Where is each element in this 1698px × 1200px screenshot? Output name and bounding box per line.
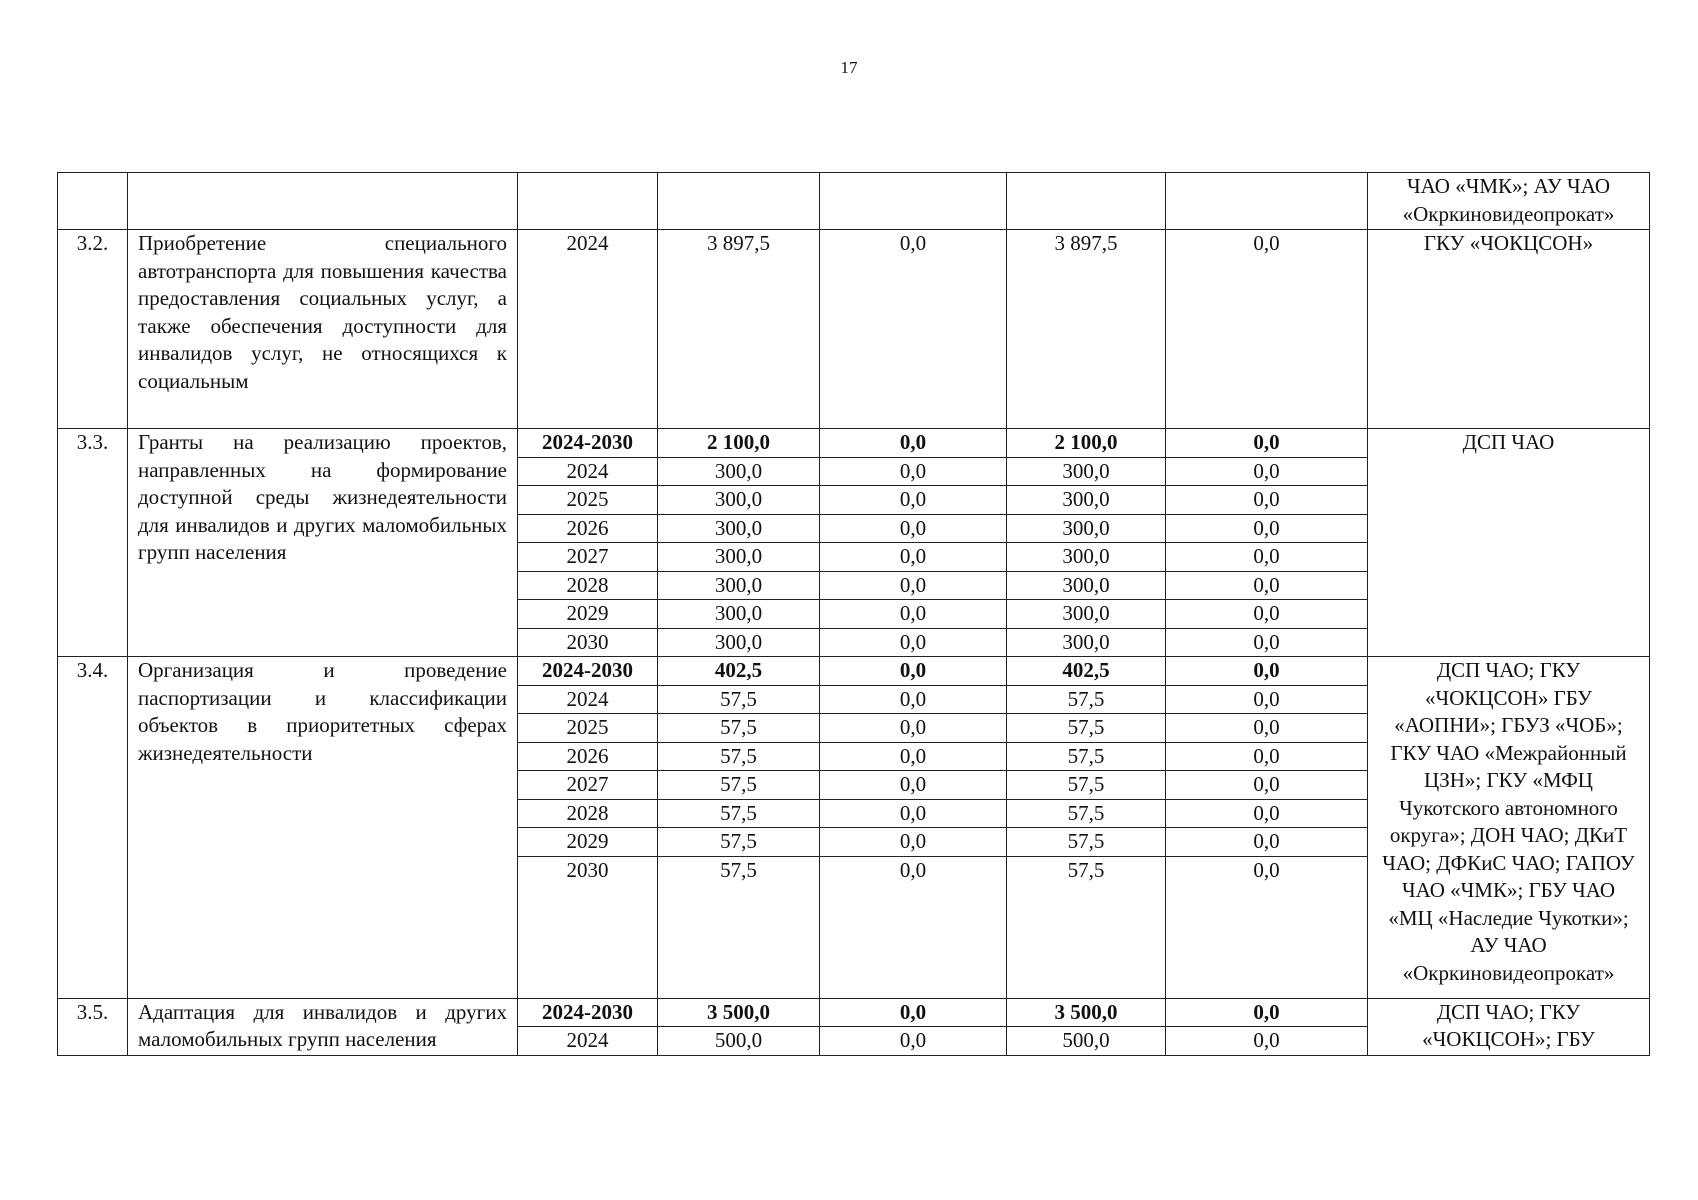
value-total: 3 500,0 <box>658 998 820 1027</box>
value-federal: 0,0 <box>820 771 1007 800</box>
continuation-row <box>58 173 1650 230</box>
year-cell: 2029 <box>518 828 658 857</box>
page-number: 17 <box>840 58 858 77</box>
value-federal: 0,0 <box>820 457 1007 486</box>
year-cell: 2028 <box>518 571 658 600</box>
value-federal: 0,0 <box>820 571 1007 600</box>
item-number: 3.2. <box>58 230 128 429</box>
value-regional: 300,0 <box>1007 457 1166 486</box>
value-federal: 0,0 <box>820 429 1007 458</box>
executor-cell: ДСП ЧАО; ГКУ «ЧОКЦСОН»; ГБУ <box>1368 998 1650 1055</box>
value-total: 57,5 <box>658 828 820 857</box>
value-federal: 0,0 <box>820 600 1007 629</box>
year-cell: 2028 <box>518 799 658 828</box>
value-regional: 57,5 <box>1007 742 1166 771</box>
value-federal: 0,0 <box>820 685 1007 714</box>
value-total: 57,5 <box>658 856 820 998</box>
year-cell: 2024-2030 <box>518 998 658 1027</box>
item-name: Гранты на реализацию проектов, направленных на формирование доступной среды жизнедеятельности для инвалидов и других маломобильных групп населения <box>128 429 518 657</box>
year-cell: 2026 <box>518 514 658 543</box>
value-regional: 300,0 <box>1007 514 1166 543</box>
year-cell: 2027 <box>518 771 658 800</box>
value-federal: 0,0 <box>820 486 1007 515</box>
name-cell <box>128 173 518 230</box>
value-federal: 0,0 <box>820 998 1007 1027</box>
value-total: 2 100,0 <box>658 429 820 458</box>
table-row <box>58 429 1650 458</box>
value-other: 0,0 <box>1166 457 1368 486</box>
executor-cell: ДСП ЧАО; ГКУ «ЧОКЦСОН» ГБУ «АОПНИ»; ГБУЗ «ЧОБ»; ГКУ ЧАО «Межрайонный ЦЗН»; ГКУ «МФЦ Чукотского автономного округа»; ДОН ЧАО; ДКиТ ЧАО; ДФКиС ЧАО; ГАПОУ ЧАО «ЧМК»; ГБУ ЧАО «МЦ «Наследие Чукотки»; АУ ЧАО «Окркиновидеопрокат» <box>1368 657 1650 999</box>
value-total: 57,5 <box>658 771 820 800</box>
value-other: 0,0 <box>1166 543 1368 572</box>
value-regional: 300,0 <box>1007 628 1166 657</box>
value-other: 0,0 <box>1166 571 1368 600</box>
value-regional: 57,5 <box>1007 799 1166 828</box>
item-number: 3.4. <box>58 657 128 999</box>
value-total: 300,0 <box>658 600 820 629</box>
value-regional: 300,0 <box>1007 571 1166 600</box>
value-regional: 57,5 <box>1007 714 1166 743</box>
value-federal: 0,0 <box>820 543 1007 572</box>
value-regional: 300,0 <box>1007 486 1166 515</box>
item-name: Адаптация для инвалидов и других маломобильных групп населения <box>128 998 518 1055</box>
value-federal: 0,0 <box>820 230 1007 429</box>
item-name: Приобретение специального автотранспорта для повышения качества предоставления социальных услуг, а также обеспечения доступности для инвалидов услуг, не относящихся к социальным <box>128 230 518 429</box>
year-cell: 2029 <box>518 600 658 629</box>
value-total: 500,0 <box>658 1027 820 1056</box>
value-other: 0,0 <box>1166 771 1368 800</box>
table-row <box>58 998 1650 1027</box>
year-cell: 2024 <box>518 1027 658 1056</box>
value-federal: 0,0 <box>820 657 1007 686</box>
year-cell: 2024 <box>518 457 658 486</box>
value-other: 0,0 <box>1166 998 1368 1027</box>
item-number: 3.3. <box>58 429 128 657</box>
value-federal: 0,0 <box>820 1027 1007 1056</box>
executor-cell: ЧАО «ЧМК»; АУ ЧАО «Окркиновидеопрокат» <box>1368 173 1650 230</box>
value-other: 0,0 <box>1166 1027 1368 1056</box>
value-other: 0,0 <box>1166 714 1368 743</box>
value-total: 300,0 <box>658 571 820 600</box>
value-federal: 0,0 <box>820 856 1007 998</box>
value-other: 0,0 <box>1166 856 1368 998</box>
value-regional: 57,5 <box>1007 828 1166 857</box>
value-total: 300,0 <box>658 486 820 515</box>
value-other: 0,0 <box>1166 657 1368 686</box>
value-regional: 500,0 <box>1007 1027 1166 1056</box>
value-total: 402,5 <box>658 657 820 686</box>
num-cell <box>58 173 128 230</box>
value-other: 0,0 <box>1166 600 1368 629</box>
value-total: 3 897,5 <box>658 230 820 429</box>
year-cell: 2030 <box>518 856 658 998</box>
value-federal: 0,0 <box>820 799 1007 828</box>
value-regional: 57,5 <box>1007 856 1166 998</box>
value-regional: 57,5 <box>1007 771 1166 800</box>
value-regional: 3 897,5 <box>1007 230 1166 429</box>
year-cell: 2027 <box>518 543 658 572</box>
year-cell: 2025 <box>518 486 658 515</box>
value-other: 0,0 <box>1166 486 1368 515</box>
value-total: 57,5 <box>658 799 820 828</box>
value-other: 0,0 <box>1166 628 1368 657</box>
value-regional: 57,5 <box>1007 685 1166 714</box>
table-row <box>58 657 1650 686</box>
value-total: 57,5 <box>658 685 820 714</box>
value-regional: 2 100,0 <box>1007 429 1166 458</box>
value-federal: 0,0 <box>820 828 1007 857</box>
value-other: 0,0 <box>1166 742 1368 771</box>
program-activities-table <box>57 172 1650 1056</box>
value-total: 300,0 <box>658 514 820 543</box>
value-regional: 300,0 <box>1007 543 1166 572</box>
value-other: 0,0 <box>1166 799 1368 828</box>
value-other: 0,0 <box>1166 828 1368 857</box>
year-cell: 2024 <box>518 230 658 429</box>
value-total: 57,5 <box>658 742 820 771</box>
value-federal: 0,0 <box>820 514 1007 543</box>
value-regional: 402,5 <box>1007 657 1166 686</box>
value-total: 300,0 <box>658 457 820 486</box>
year-cell: 2025 <box>518 714 658 743</box>
value-federal: 0,0 <box>820 742 1007 771</box>
item-name: Организация и проведение паспортизации и классификации объектов в приоритетных сферах жизнедеятельности <box>128 657 518 999</box>
value-other: 0,0 <box>1166 514 1368 543</box>
year-cell: 2026 <box>518 742 658 771</box>
value-federal: 0,0 <box>820 714 1007 743</box>
value-regional: 300,0 <box>1007 600 1166 629</box>
item-number: 3.5. <box>58 998 128 1055</box>
year-cell: 2030 <box>518 628 658 657</box>
value-total: 300,0 <box>658 543 820 572</box>
value-other: 0,0 <box>1166 685 1368 714</box>
value-other: 0,0 <box>1166 429 1368 458</box>
year-cell: 2024 <box>518 685 658 714</box>
executor-cell: ДСП ЧАО <box>1368 429 1650 657</box>
value-other: 0,0 <box>1166 230 1368 429</box>
year-cell: 2024-2030 <box>518 429 658 458</box>
value-regional: 3 500,0 <box>1007 998 1166 1027</box>
value-federal: 0,0 <box>820 628 1007 657</box>
value-total: 300,0 <box>658 628 820 657</box>
executor-cell: ГКУ «ЧОКЦСОН» <box>1368 230 1650 429</box>
value-total: 57,5 <box>658 714 820 743</box>
table-row <box>58 230 1650 429</box>
year-cell: 2024-2030 <box>518 657 658 686</box>
